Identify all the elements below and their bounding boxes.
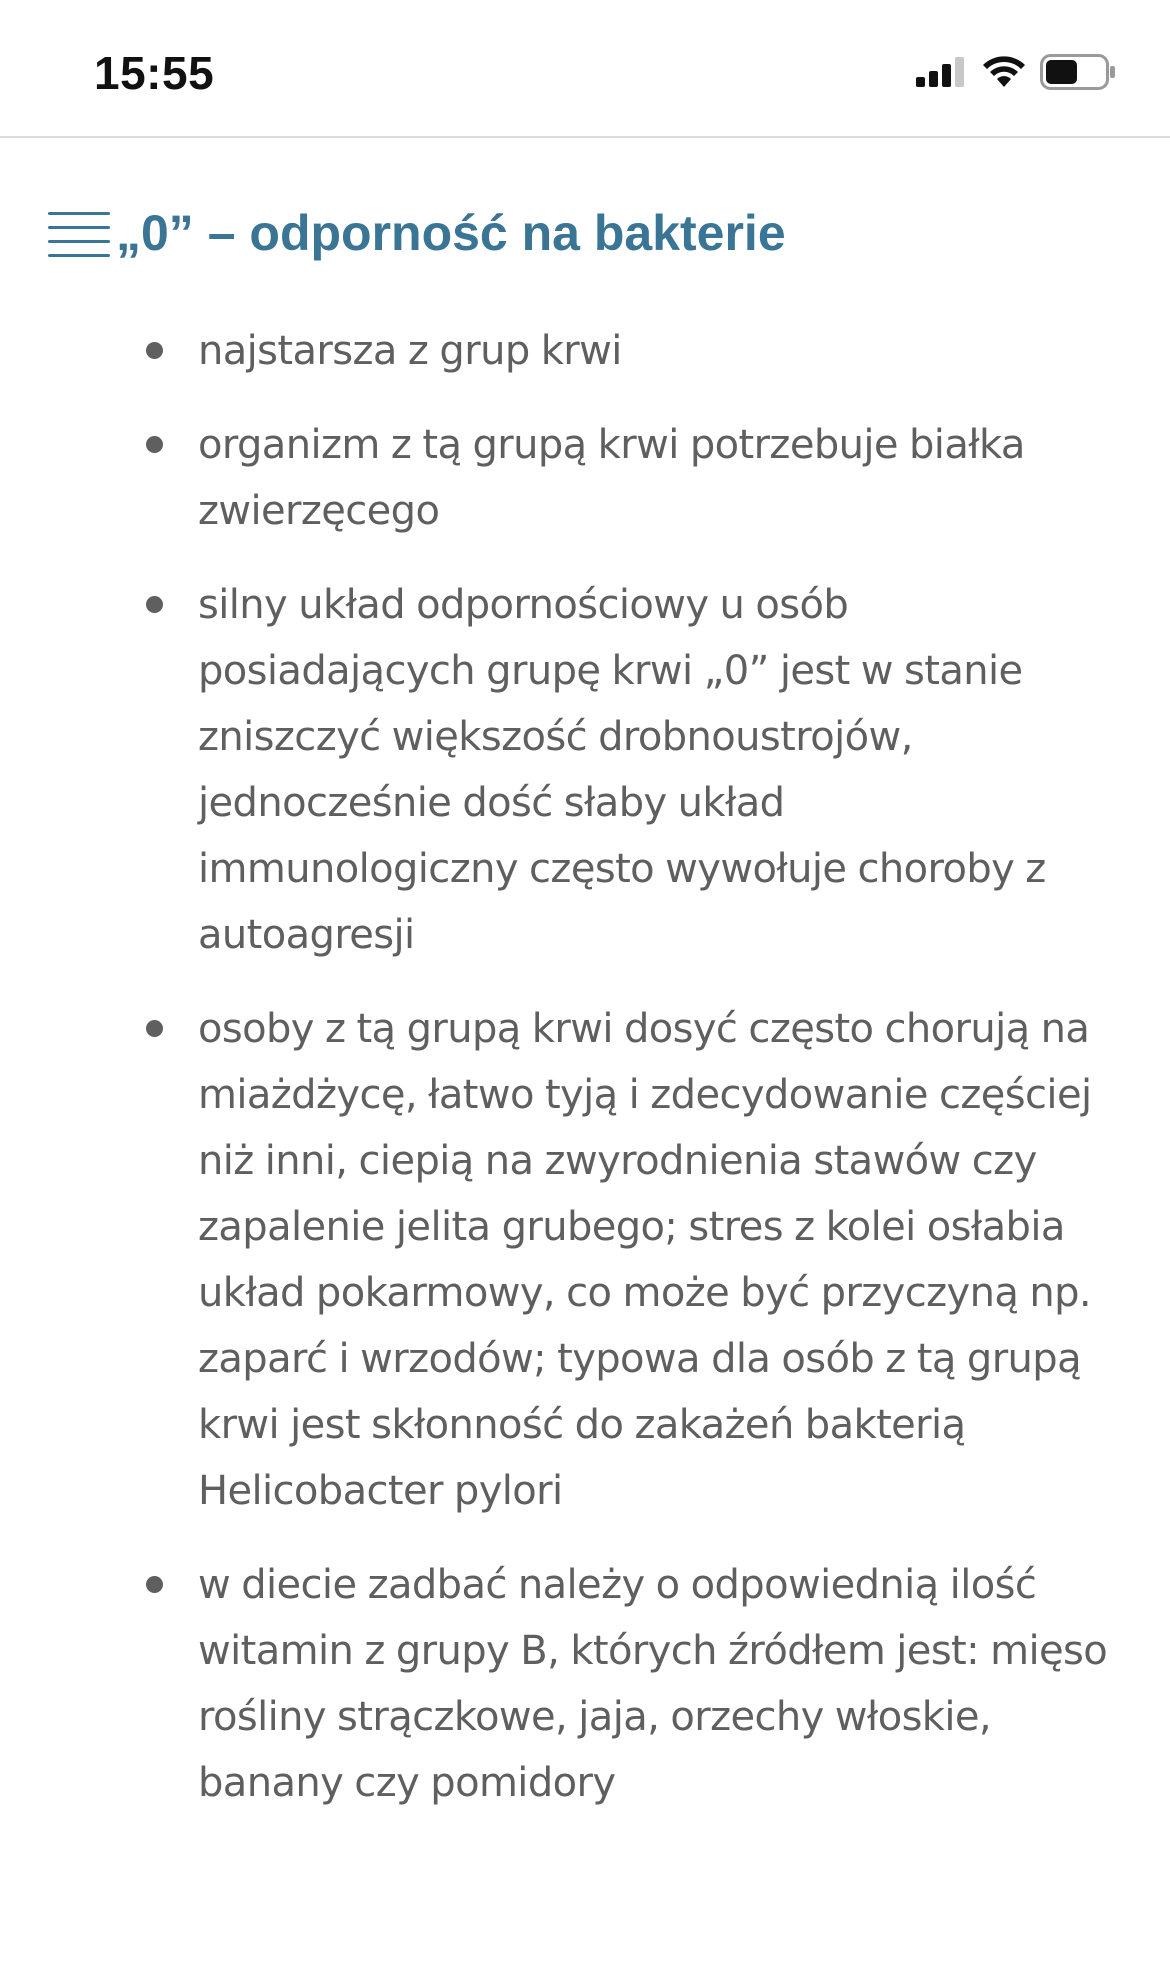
wifi-icon xyxy=(982,56,1026,88)
list-item xyxy=(0,1552,1170,1816)
bullet-text: silny układ odpornościowy u osób posiadających grupę krwi „0” jest w stanie zniszczyć większość drobnoustrojów, jednocześnie dość słaby układ immunologiczny często wywołuje choroby z autoagresji xyxy=(198,582,1046,958)
bullet-text: osoby z tą grupą krwi dosyć często chorują na miażdżycę, łatwo tyją i zdecydowanie częściej niż inni, ciepią na zwyrodnienia stawów czy zapalenie jelita grubego; stres z kolei osłabia układ pokarmowy, co może być przyczyną np. zaparć i wrzodów; typowa dla osób z tą grupą krwi jest skłonność do zakażeń bakterią Helicobacter pylori xyxy=(198,1006,1092,1514)
battery-fill xyxy=(1046,60,1077,84)
bullet-list xyxy=(0,318,1170,1816)
cellular-signal-icon xyxy=(916,57,968,87)
bullet-dot xyxy=(146,342,163,359)
bullet-text: w diecie zadbać należy o odpowiednią ilość witamin z grupy B, których źródłem jest: mięso rośliny strączkowe, jaja, orzechy włoskie, banany czy pomidory xyxy=(198,1562,1108,1806)
bullet-text: organizm z tą grupą krwi potrzebuje białka zwierzęcego xyxy=(198,422,1025,534)
page-title: „0” – odporność na bakterie xyxy=(116,205,786,261)
bullet-dot xyxy=(146,596,163,613)
list-item xyxy=(0,572,1170,968)
list-item xyxy=(0,318,1170,384)
battery-icon xyxy=(1040,54,1116,90)
bullet-dot xyxy=(146,1020,163,1037)
status-icons xyxy=(916,52,1116,92)
bullet-text: najstarsza z grup krwi xyxy=(198,328,622,374)
hamburger-menu-icon[interactable] xyxy=(46,206,116,260)
header xyxy=(46,200,786,266)
list-item xyxy=(0,996,1170,1524)
article-content xyxy=(0,318,1170,1844)
status-time: 15:55 xyxy=(94,47,215,99)
bullet-dot xyxy=(146,1576,163,1593)
list-item xyxy=(0,412,1170,544)
bullet-dot xyxy=(146,436,163,453)
status-bar xyxy=(0,0,1170,138)
